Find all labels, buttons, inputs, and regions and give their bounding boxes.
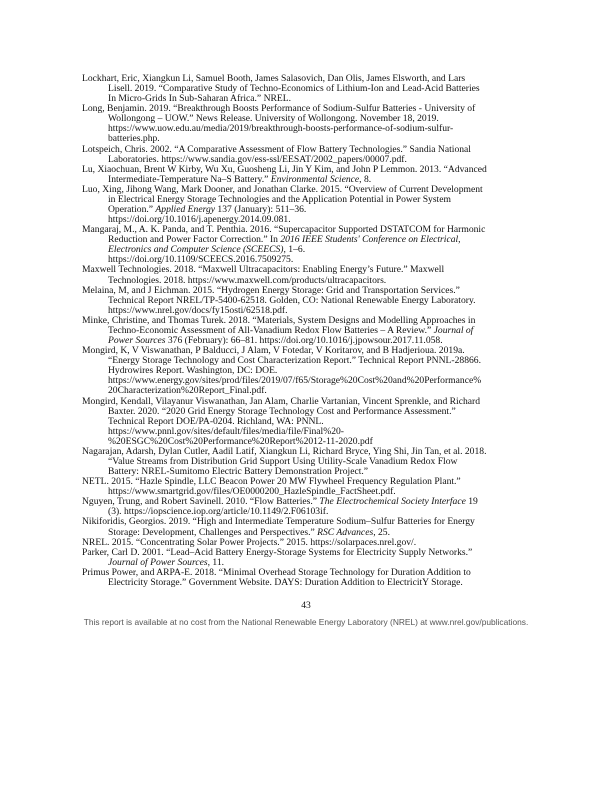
reference-line: Technical Report NREL/TP-5400-62518. Golden, CO: National Renewable Energy Laboratory. — [108, 294, 476, 306]
reference-line: Long, Benjamin. 2019. “Breakthrough Boosts Performance of Sodium-Sulfur Batteries - University of — [82, 103, 476, 115]
reference-entry — [82, 265, 542, 285]
reference-line: Nikiforidis, Georgios. 2019. “High and Intermediate Temperature Sodium–Sulfur Batteries for Energy — [82, 516, 475, 528]
reference-entry — [82, 517, 542, 537]
reference-line: Reduction and Power Factor Correction.” In 2016 IEEE Students' Conference on Electrical, — [108, 234, 461, 246]
reference-line: Baxter. 2020. “2020 Grid Energy Storage Technology Cost and Performance Assessment.” — [108, 405, 456, 417]
reference-line: Techno-Economic Assessment of All-Vanadium Redox Flow Batteries – A Review.” Journal of — [108, 324, 474, 336]
reference-line: Minke, Christine, and Thomas Turek. 2018. “Materials, System Designs and Modelling Approaches in — [82, 314, 476, 326]
reference-line: Mongird, Kendall, Vilayanur Viswanathan, Jan Alam, Charlie Vartanian, Vincent Sprenkle, and Richard — [82, 395, 481, 407]
reference-line: Luo, Xing, Jihong Wang, Mark Dooner, and Jonathan Clarke. 2015. “Overview of Current Development — [82, 183, 483, 195]
reference-line: Melaina, M, and J Eichman. 2015. “Hydrogen Energy Storage: Grid and Transportation Services.” — [82, 284, 460, 296]
reference-entry — [82, 447, 542, 477]
reference-line: batteries.php. — [108, 133, 160, 145]
reference-entry — [82, 497, 542, 517]
reference-line: Electronics and Computer Science (SCEECS), 1–6. — [108, 244, 306, 256]
reference-list — [82, 74, 542, 588]
page-footer: This report is available at no cost from the National Renewable Energy Laboratory (NREL) at www.nrel.gov/publications. — [83, 617, 529, 627]
reference-line: Mangaraj, M., A. K. Panda, and T. Penthia. 2016. “Supercapacitor Supported DSTATCOM for Harmonic — [82, 224, 486, 236]
reference-line: Mongird, K, V Viswanathan, P Balducci, J Alam, V Fotedar, V Koritarov, and B Hadjerioua. 2019a. — [82, 345, 465, 357]
reference-line: Nguyen, Trung, and Robert Savinell. 2010. “Flow Batteries.” The Electrochemical Society Interface 19 — [82, 496, 478, 508]
reference-line: Nagarajan, Adarsh, Dylan Cutler, Aadil Latif, Xiangkun Li, Richard Bryce, Ying Shi, Jin Tan, et al. 2018. — [82, 445, 487, 457]
reference-entry — [82, 225, 542, 265]
reference-entry — [82, 104, 542, 144]
reference-line: Operation.” Applied Energy 137 (January): 511–36. — [108, 204, 307, 216]
reference-entry — [82, 568, 542, 588]
reference-entry — [82, 185, 542, 225]
reference-line: https://www.pnnl.gov/sites/default/files/media/file/Final%20- — [108, 425, 344, 437]
reference-line: https://www.smartgrid.gov/files/OE0000200_HazleSpindle_FactSheet.pdf. — [108, 486, 396, 498]
reference-line: Parker, Carl D. 2001. “Lead–Acid Battery Energy-Storage Systems for Electricity Supply Networks.” — [82, 546, 473, 558]
reference-entry — [82, 165, 542, 185]
reference-line: In Micro-Grids In Sub-Saharan Africa.” NREL. — [108, 93, 292, 105]
reference-line: %20ESGC%20Cost%20Performance%20Report%2012-11-2020.pdf — [108, 435, 373, 447]
reference-line: Wollongong – UOW.” News Release. University of Wollongong. November 18, 2019. — [108, 113, 439, 125]
reference-line: Lisell. 2019. “Comparative Study of Techno-Economics of Lithium-Ion and Lead-Acid Batteries — [108, 83, 480, 95]
reference-line: Hydrowires Report. Washington, DC: DOE. — [108, 365, 278, 377]
reference-entry — [82, 74, 542, 104]
reference-line: https://www.nrel.gov/docs/fy15osti/62518.pdf. — [108, 304, 288, 316]
reference-line: in Electrical Energy Storage Technologies and the Application Potential in Power System — [108, 193, 451, 205]
reference-line: https://www.energy.gov/sites/prod/files/2019/07/f65/Storage%20Cost%20and%20Performance% — [108, 375, 482, 387]
reference-line: Laboratories. https://www.sandia.gov/ess-ssl/EESAT/2002_papers/00007.pdf. — [108, 153, 407, 165]
reference-line: Maxwell Technologies. 2018. “Maxwell Ultracapacitors: Enabling Energy’s Future.” Maxwell — [82, 264, 445, 276]
reference-line: 20Characterization%20Report_Final.pdf. — [108, 385, 267, 397]
reference-line: Technologies. 2018. https://www.maxwell.com/products/ultracapacitors. — [108, 274, 387, 286]
reference-line: Battery: NREL-Sumitomo Electric Battery Demonstration Project.” — [108, 466, 369, 478]
reference-entry — [82, 286, 542, 316]
reference-line: https://doi.org/10.1016/j.apenergy.2014.09.081. — [108, 214, 291, 226]
reference-line: Lotspeich, Chris. 2002. “A Comparative Assessment of Flow Battery Technologies.” Sandia National — [82, 143, 471, 155]
reference-line: Intermediate-Temperature Na–S Battery.” Environmental Science, 8. — [108, 173, 372, 185]
reference-line: Technical Report DOE/PA-0204. Richland, WA: PNNL. — [108, 415, 324, 427]
reference-entry — [82, 397, 542, 447]
reference-entry — [82, 145, 542, 165]
reference-line: Lockhart, Eric, Xiangkun Li, Samuel Booth, James Salasovich, Dan Olis, James Elsworth, and Lars — [82, 73, 466, 84]
reference-line: (3). https://iopscience.iop.org/article/10.1149/2.F06103if. — [108, 506, 329, 518]
reference-entry — [82, 548, 542, 568]
reference-line: Primus Power, and ARPA-E. 2018. “Minimal Overhead Storage Technology for Duration Addition to — [82, 566, 471, 578]
reference-line: Electricity Storage.” Government Website. DAYS: Duration Addition to ElectricitY Storage. — [108, 576, 463, 588]
reference-line: NREL. 2015. “Concentrating Solar Power Projects.” 2015. https://solarpaces.nrel.gov/. — [82, 536, 417, 548]
reference-line: NETL. 2015. “Hazle Spindle, LLC Beacon Power 20 MW Flywheel Frequency Regulation Plant.” — [82, 476, 461, 488]
page-number: 43 — [301, 600, 311, 611]
reference-entry — [82, 346, 542, 396]
reference-line: Journal of Power Sources, 11. — [108, 556, 225, 568]
reference-line: “Energy Storage Technology and Cost Characterization Report.” Technical Report PNNL-28866. — [108, 355, 481, 367]
reference-line: Storage: Development, Challenges and Perspectives.” RSC Advances, 25. — [108, 526, 390, 538]
reference-entry — [82, 477, 542, 497]
reference-line: Power Sources 376 (February): 66–81. https://doi.org/10.1016/j.jpowsour.2017.11.058. — [108, 335, 443, 347]
reference-line: Lu, Xiaochuan, Brent W Kirby, Wu Xu, Guosheng Li, Jin Y Kim, and John P Lemmon. 2013. “Advanced — [82, 163, 487, 175]
reference-line: https://www.uow.edu.au/media/2019/breakthrough-boosts-performance-of-sodium-sulfur- — [108, 123, 454, 135]
reference-entry — [82, 316, 542, 346]
reference-line: “Value Streams from Distribution Grid Support Using Utility-Scale Vanadium Redox Flow — [108, 455, 458, 467]
reference-line: https://doi.org/10.1109/SCEECS.2016.7509275. — [108, 254, 294, 266]
